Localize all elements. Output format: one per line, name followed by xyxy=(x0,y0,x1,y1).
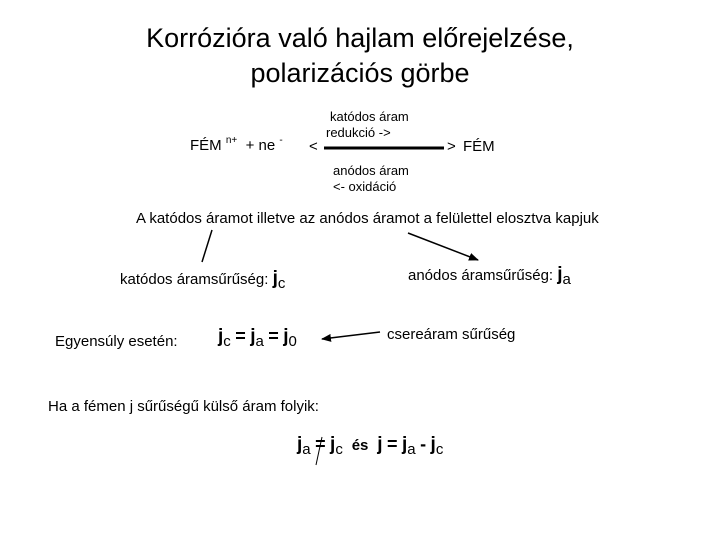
reaction-electron-sup: - xyxy=(279,135,283,146)
reaction-left xyxy=(190,137,283,154)
page-title-line1: Korrózióra való hajlam előrejelzése, xyxy=(146,23,574,53)
ext-jc-sub: c xyxy=(335,441,343,458)
eq-ja: j xyxy=(250,326,256,347)
cathodic-pointer-line xyxy=(202,230,212,262)
cathodic-density-sub: c xyxy=(277,275,286,292)
ext-jc2: j xyxy=(430,434,436,455)
ext-and: és xyxy=(351,437,369,454)
anodic-density-sub: a xyxy=(562,271,571,288)
ext-minus: - xyxy=(420,434,427,454)
ext-equals-2: = xyxy=(387,434,398,454)
exchange-current-label: csereáram sűrűség xyxy=(387,326,516,343)
reaction-metal-left: FÉM xyxy=(190,137,222,154)
oxidation-label: <- oxidáció xyxy=(333,179,397,194)
ext-ja: j xyxy=(297,434,303,455)
cathodic-density xyxy=(120,268,285,290)
ext-j: j xyxy=(377,434,383,455)
reaction-arrow-left: < xyxy=(309,138,318,155)
anodic-current-label: anódos áram xyxy=(333,163,409,178)
eq-jc-sub: c xyxy=(223,333,231,350)
reduction-label: redukció -> xyxy=(326,125,391,140)
reaction-arrow-right: > xyxy=(447,138,456,155)
reaction-electrons: + ne xyxy=(245,137,276,154)
ext-jc2-sub: c xyxy=(435,441,444,458)
anodic-density-symbol: j xyxy=(557,264,563,285)
cathodic-density-symbol: j xyxy=(272,268,278,289)
anodic-density-label: anódos áramsűrűség: xyxy=(408,267,554,284)
anodic-pointer-arrow xyxy=(408,233,478,260)
eq-equals-1: = xyxy=(235,326,246,346)
eq-j0-sub: 0 xyxy=(288,333,297,350)
page-title-line2: polarizációs görbe xyxy=(250,58,470,88)
ext-ja2-sub: a xyxy=(407,441,416,458)
statement-text: A katódos áramot illetve az anódos áramot a felülettel elosztva kapjuk xyxy=(136,210,599,227)
eq-jc: j xyxy=(218,326,224,347)
ext-ja-sub: a xyxy=(302,441,311,458)
eq-ja-sub: a xyxy=(255,333,264,350)
anodic-density xyxy=(408,264,571,286)
equilibrium-equation xyxy=(218,326,297,348)
external-equation xyxy=(297,434,443,456)
cathodic-density-label: katódos áramsűrűség: xyxy=(120,271,269,288)
reaction-metal-right: FÉM xyxy=(463,138,495,155)
equilibrium-label: Egyensúly esetén: xyxy=(55,333,178,350)
ext-jc: j xyxy=(330,434,336,455)
reaction-charge-sup: n+ xyxy=(225,135,238,146)
exchange-pointer-arrow xyxy=(322,332,380,339)
ext-equals-1: = xyxy=(315,434,326,454)
ext-ja2: j xyxy=(402,434,408,455)
external-current-label: Ha a fémen j sűrűségű külső áram folyik: xyxy=(48,398,319,415)
eq-j0: j xyxy=(283,326,289,347)
cathodic-current-label: katódos áram xyxy=(330,109,409,124)
eq-equals-2: = xyxy=(268,326,279,346)
